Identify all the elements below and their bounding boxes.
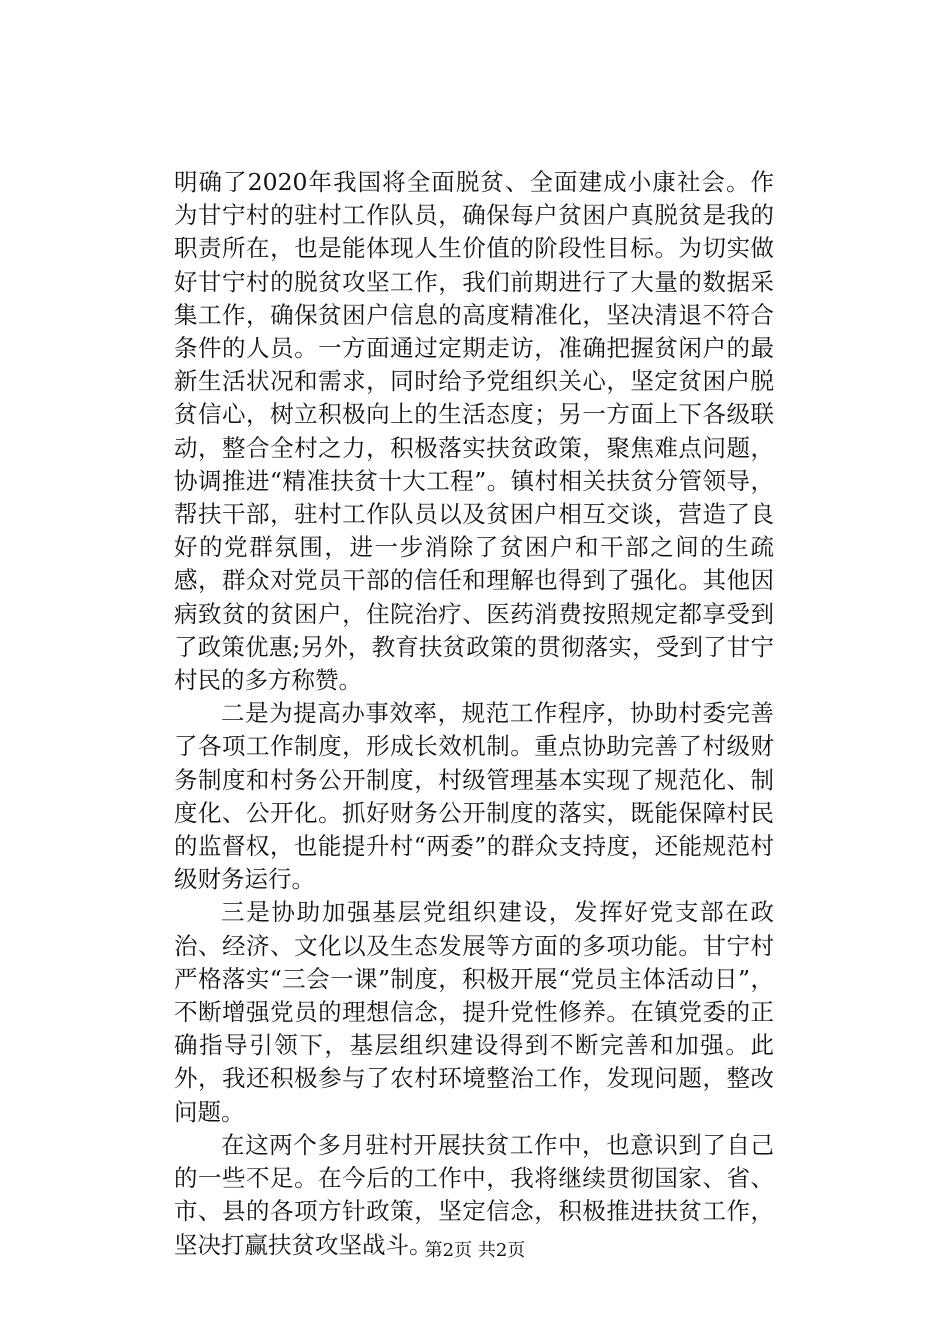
- paragraph-conclusion: 在这两个多月驻村开展扶贫工作中，也意识到了自己的一些不足。在今后的工作中，我将继续贯彻国家、省、市、县的各项方针政策，坚定信念，积极推进扶贫工作，坚决打赢扶贫攻坚战斗。: [174, 1130, 774, 1259]
- paragraph-work-systems: 二是为提高办事效率，规范工作程序，协助村委完善了各项工作制度，形成长效机制。重点协助完善了村级财务制度和村务公开制度，村级管理基本实现了规范化、制度化、公开化。抓好财务公开制度的落实，既能保障村民的监督权，也能提升村“两委”的群众支持度，还能规范村级财务运行。: [174, 699, 774, 894]
- page-number-footer: 第2页 共2页: [424, 1240, 526, 1261]
- document-body: [174, 166, 774, 1262]
- paragraph-continued: 明确了2020年我国将全面脱贫、全面建成小康社会。作为甘宁村的驻村工作队员，确保每户贫困户真脱贫是我的职责所在，也是能体现人生价值的阶段性目标。为切实做好甘宁村的脱贫攻坚工作，我们前期进行了大量的数据采集工作，确保贫困户信息的高度精准化，坚决清退不符合条件的人员。一方面通过定期走访，准确把握贫闲户的最新生活状况和需求，同时给予党组织关心，坚定贫困户脱贫信心，树立积极向上的生活态度；另一方面上下各级联动，整合全村之力，积极落实扶贫政策，聚焦难点问题，协调推进“精准扶贫十大工程”。镇村相关扶贫分管领导，帮扶干部，驻村工作队员以及贫困户相互交谈，营造了良好的党群氛围，进一步消除了贫困户和干部之间的生疏感，群众对党员干部的信任和理解也得到了强化。其他因病致贫的贫困户，住院治疗、医药消费按照规定都享受到了政策优惠;另外，教育扶贫政策的贯彻落实，受到了甘宁村民的多方称赞。: [174, 168, 774, 695]
- paragraph-party-building: 三是协助加强基层党组织建设，发挥好党支部在政治、经济、文化以及生态发展等方面的多项功能。甘宁村严格落实“三会一课”制度，积极开展“党员主体活动日”，不断增强党员的理想信念，提升党性修养。在镇党委的正确指导引领下，基层组织建设得到不断完善和加强。此外，我还积极参与了农村环境整治工作，发现问题，整改问题。: [174, 898, 774, 1126]
